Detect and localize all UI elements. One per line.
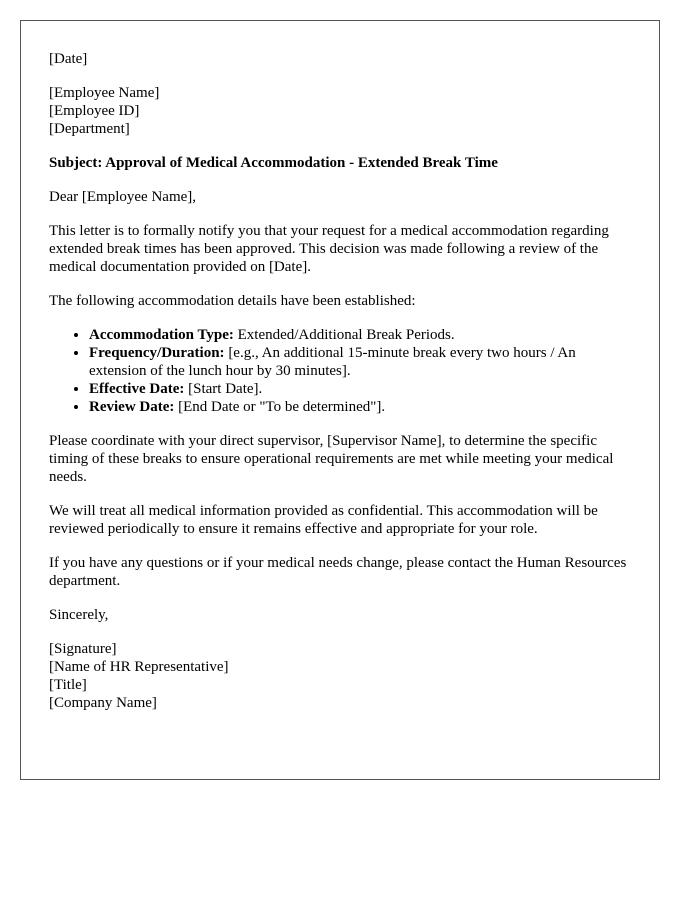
detail-value: [Start Date]. [184,381,263,397]
list-item-accommodation-type [89,326,632,344]
letter-page [20,20,660,780]
employee-name: [Employee Name] [49,85,160,101]
list-item-review-date [89,398,632,416]
salutation: Dear [Employee Name], [49,189,197,205]
date-line [49,50,632,68]
hr-representative-name: [Name of HR Representative] [49,659,229,675]
subject-line: Subject: Approval of Medical Accommodation - Extended Break Time [49,155,498,171]
detail-value: Extended/Additional Break Periods. [233,327,455,343]
signature: [Signature] [49,641,117,657]
paragraph-supervisor: Please coordinate with your direct supervisor, [Supervisor Name], to determine the specific timing of these breaks to ensure operational requirements are met while meeting your medical needs. [49,433,614,485]
paragraph-intro: This letter is to formally notify you that your request for a medical accommodation regarding extended break times has been approved. This decision was made following a review of the medical documentation provided on [Date]. [49,223,609,275]
detail-value: [End Date or "To be determined"]. [174,399,386,415]
detail-label: Review Date: [89,399,175,415]
detail-label: Frequency/Duration: [89,345,225,361]
recipient-block [49,84,632,138]
letter-date: [Date] [49,51,88,67]
paragraph-contact: If you have any questions or if your medical needs change, please contact the Human Resources department. [49,555,627,589]
list-item-effective-date [89,380,632,398]
accommodation-details-list [49,326,632,416]
list-item-frequency-duration [89,344,632,380]
employee-id: [Employee ID] [49,103,140,119]
paragraph-details-intro: The following accommodation details have been established: [49,293,416,309]
signature-block [49,640,632,712]
department: [Department] [49,121,130,137]
detail-label: Accommodation Type: [89,327,234,343]
closing: Sincerely, [49,607,109,623]
company-name: [Company Name] [49,695,157,711]
paragraph-confidential: We will treat all medical information provided as confidential. This accommodation will be reviewed periodically to ensure it remains effective and appropriate for your role. [49,503,598,537]
hr-title: [Title] [49,677,87,693]
detail-value: [e.g., An additional 15-minute break every two hours / An extension of the lunch hour by 30 minutes]. [89,345,576,379]
detail-label: Effective Date: [89,381,185,397]
